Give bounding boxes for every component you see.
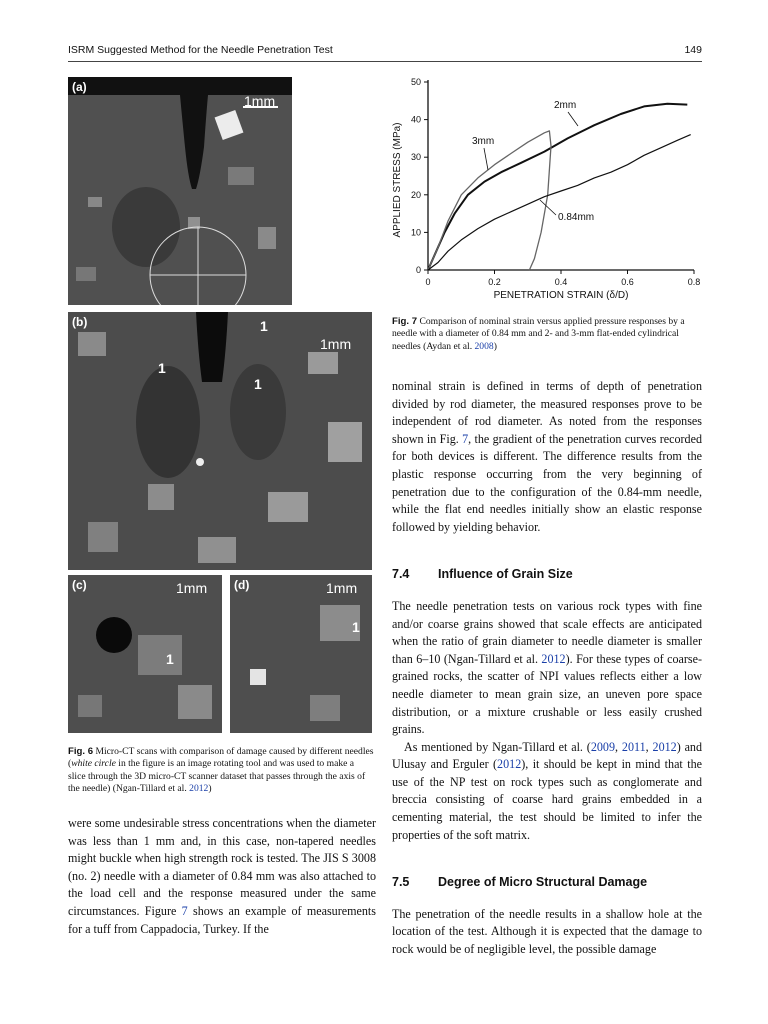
header-rule	[68, 61, 702, 62]
figure7-chart	[388, 70, 704, 308]
annotation-arrow-3mm	[484, 148, 488, 170]
panel-label: (a)	[72, 80, 87, 94]
annotation-2mm: 2mm	[554, 100, 577, 111]
annotation-arrow-084mm	[540, 200, 556, 215]
y-tick-label: 20	[410, 189, 421, 200]
scale-bar-label: 1mm	[326, 580, 358, 596]
caption-label: Fig. 7	[392, 316, 418, 327]
citation-link[interactable]: 2009	[590, 739, 616, 754]
citation-link[interactable]: 2012	[497, 757, 522, 772]
y-tick-label: 50	[410, 77, 421, 87]
scale-bar-label: 1mm	[320, 336, 352, 352]
damage-marker: 1	[166, 651, 174, 667]
x-tick-label: 0.4	[554, 277, 568, 287]
series-line-3mm	[428, 131, 551, 270]
y-tick-label: 30	[410, 152, 421, 163]
ct-scan-a	[68, 77, 292, 305]
figure7-caption: Fig. 7 Comparison of nominal strain versus applied pressure responses by a needle with a diameter of 0.84 mm and 2- and 3-mm flat-ended cylindrical needles (Aydan et al. 2008)	[392, 316, 685, 352]
section-heading-7-4: 7.4 Influence of Grain Size	[392, 567, 573, 582]
panel-label: (b)	[72, 315, 88, 329]
citation-link[interactable]: 2012	[189, 783, 209, 795]
citation-link[interactable]: 2012	[541, 651, 566, 666]
stress-strain-chart	[388, 70, 704, 308]
x-tick-label: 0.8	[687, 277, 701, 287]
y-axis-label: APPLIED STRESS (MPa)	[392, 122, 403, 238]
left-column-text: were some undesirable stress concentrations when the diameter was less than 1 mm and, in this case, non-tapered needles might buckle when high strength rock is tested. The JIS S 3008 (no. 2) needle with a diameter of 0.84 mm was also attached to the load cell and the response measured under the same circumstances. Figure 7 shows an example of measurements for a tuff from Cappadocia, Turkey. If the	[68, 816, 376, 936]
citation-link[interactable]: 2011	[621, 739, 646, 754]
y-tick-label: 10	[410, 227, 421, 238]
y-tick-label: 40	[410, 114, 421, 125]
annotation-arrow-2mm	[568, 112, 578, 126]
ct-scan-d	[230, 575, 372, 733]
ct-scan-c	[68, 575, 222, 733]
citation-link[interactable]: 2012	[652, 739, 677, 754]
x-tick-label: 0.2	[488, 277, 501, 287]
figure6-panel-c	[68, 575, 222, 733]
figure6-panel-b	[68, 312, 372, 570]
panel-label: (c)	[72, 578, 87, 592]
right-column-text: nominal strain is defined in terms of depth of penetration divided by rod diameter, the measured responses prove to be independent of rod diameter. As noted from the responses shown in Fig. 7, the gradient of the penetration curves recorded for both devices is different. The difference results from the plastic response occurring from the very beginning of penetration due to the configuration of the 0.84-mm needle, while the flat end needles initially show an elastic response followed by yielding behavior. 7.4 Influence of Grain Size The needle penetration tests on various rock types with fine and/or coarse grains showed that scale effects are anticipated when the ratio of grain diameter to needle diameter is smaller than 6–10 (Ngan-Tillard et al. 2012). For these types of coarse-grained rocks, the scatter of NPI values reflects either a low needle diameter to mean grain size, an uneven pore space distribution, or a mixture crushable or less easily crushed grains. As mentioned by Ngan-Tillard et al. (2009, 2011, 2012) and Ulusay and Erguler (2012), it should be kept in mind that the use of the NP test on rock types such as conglomerate and breccia consisting of coarse hard grains embedded in a cementing material, the test should be limited to infer the properties of the soft matrix. 7.5 Degree of Micro Structural Damage The penetration of the needle results in a shallow hole at the location of the test. Although it is expected that the damage to rock would be of negligible level, the possible damage	[392, 379, 703, 957]
damage-marker: 1	[352, 619, 360, 635]
figure-ref-link[interactable]: 7	[181, 903, 188, 918]
x-tick-label: 0.6	[621, 277, 634, 287]
figure6-panel-d	[230, 575, 372, 733]
scale-bar-label: 1mm	[244, 93, 276, 109]
y-tick-label: 0	[415, 265, 421, 275]
series-line-2mm	[428, 104, 687, 270]
figure-ref-link[interactable]: 7	[462, 431, 469, 446]
page-number: 149	[684, 44, 702, 56]
data-series	[428, 104, 691, 270]
annotation-3mm: 3mm	[472, 136, 495, 147]
x-tick-label: 0	[425, 277, 431, 287]
panel-label: (d)	[234, 578, 250, 592]
damage-marker: 1	[254, 376, 262, 392]
annotation-084mm: 0.84mm	[558, 212, 595, 223]
series-line-0.84mm	[428, 135, 691, 270]
figure6-caption: Fig. 6 Micro-CT scans with comparison of damage caused by different needles (white circle in the figure is an image rotating tool and was used to make a slice through the 3D micro-CT scanner dataset that passes through the axis of the needle) (Ngan-Tillard et al. 2012)	[68, 746, 374, 795]
damage-marker: 1	[260, 318, 268, 334]
figure6-panel-a	[68, 77, 292, 305]
damage-marker: 1	[158, 360, 166, 376]
caption-label: Fig. 6	[68, 746, 94, 757]
section-heading-7-5: 7.5 Degree of Micro Structural Damage	[392, 875, 648, 890]
scale-bar-label: 1mm	[176, 580, 208, 596]
x-axis-label: PENETRATION STRAIN (δ/D)	[493, 290, 629, 301]
running-title: ISRM Suggested Method for the Needle Penetration Test	[68, 44, 333, 56]
citation-link[interactable]: 2008	[474, 340, 494, 352]
